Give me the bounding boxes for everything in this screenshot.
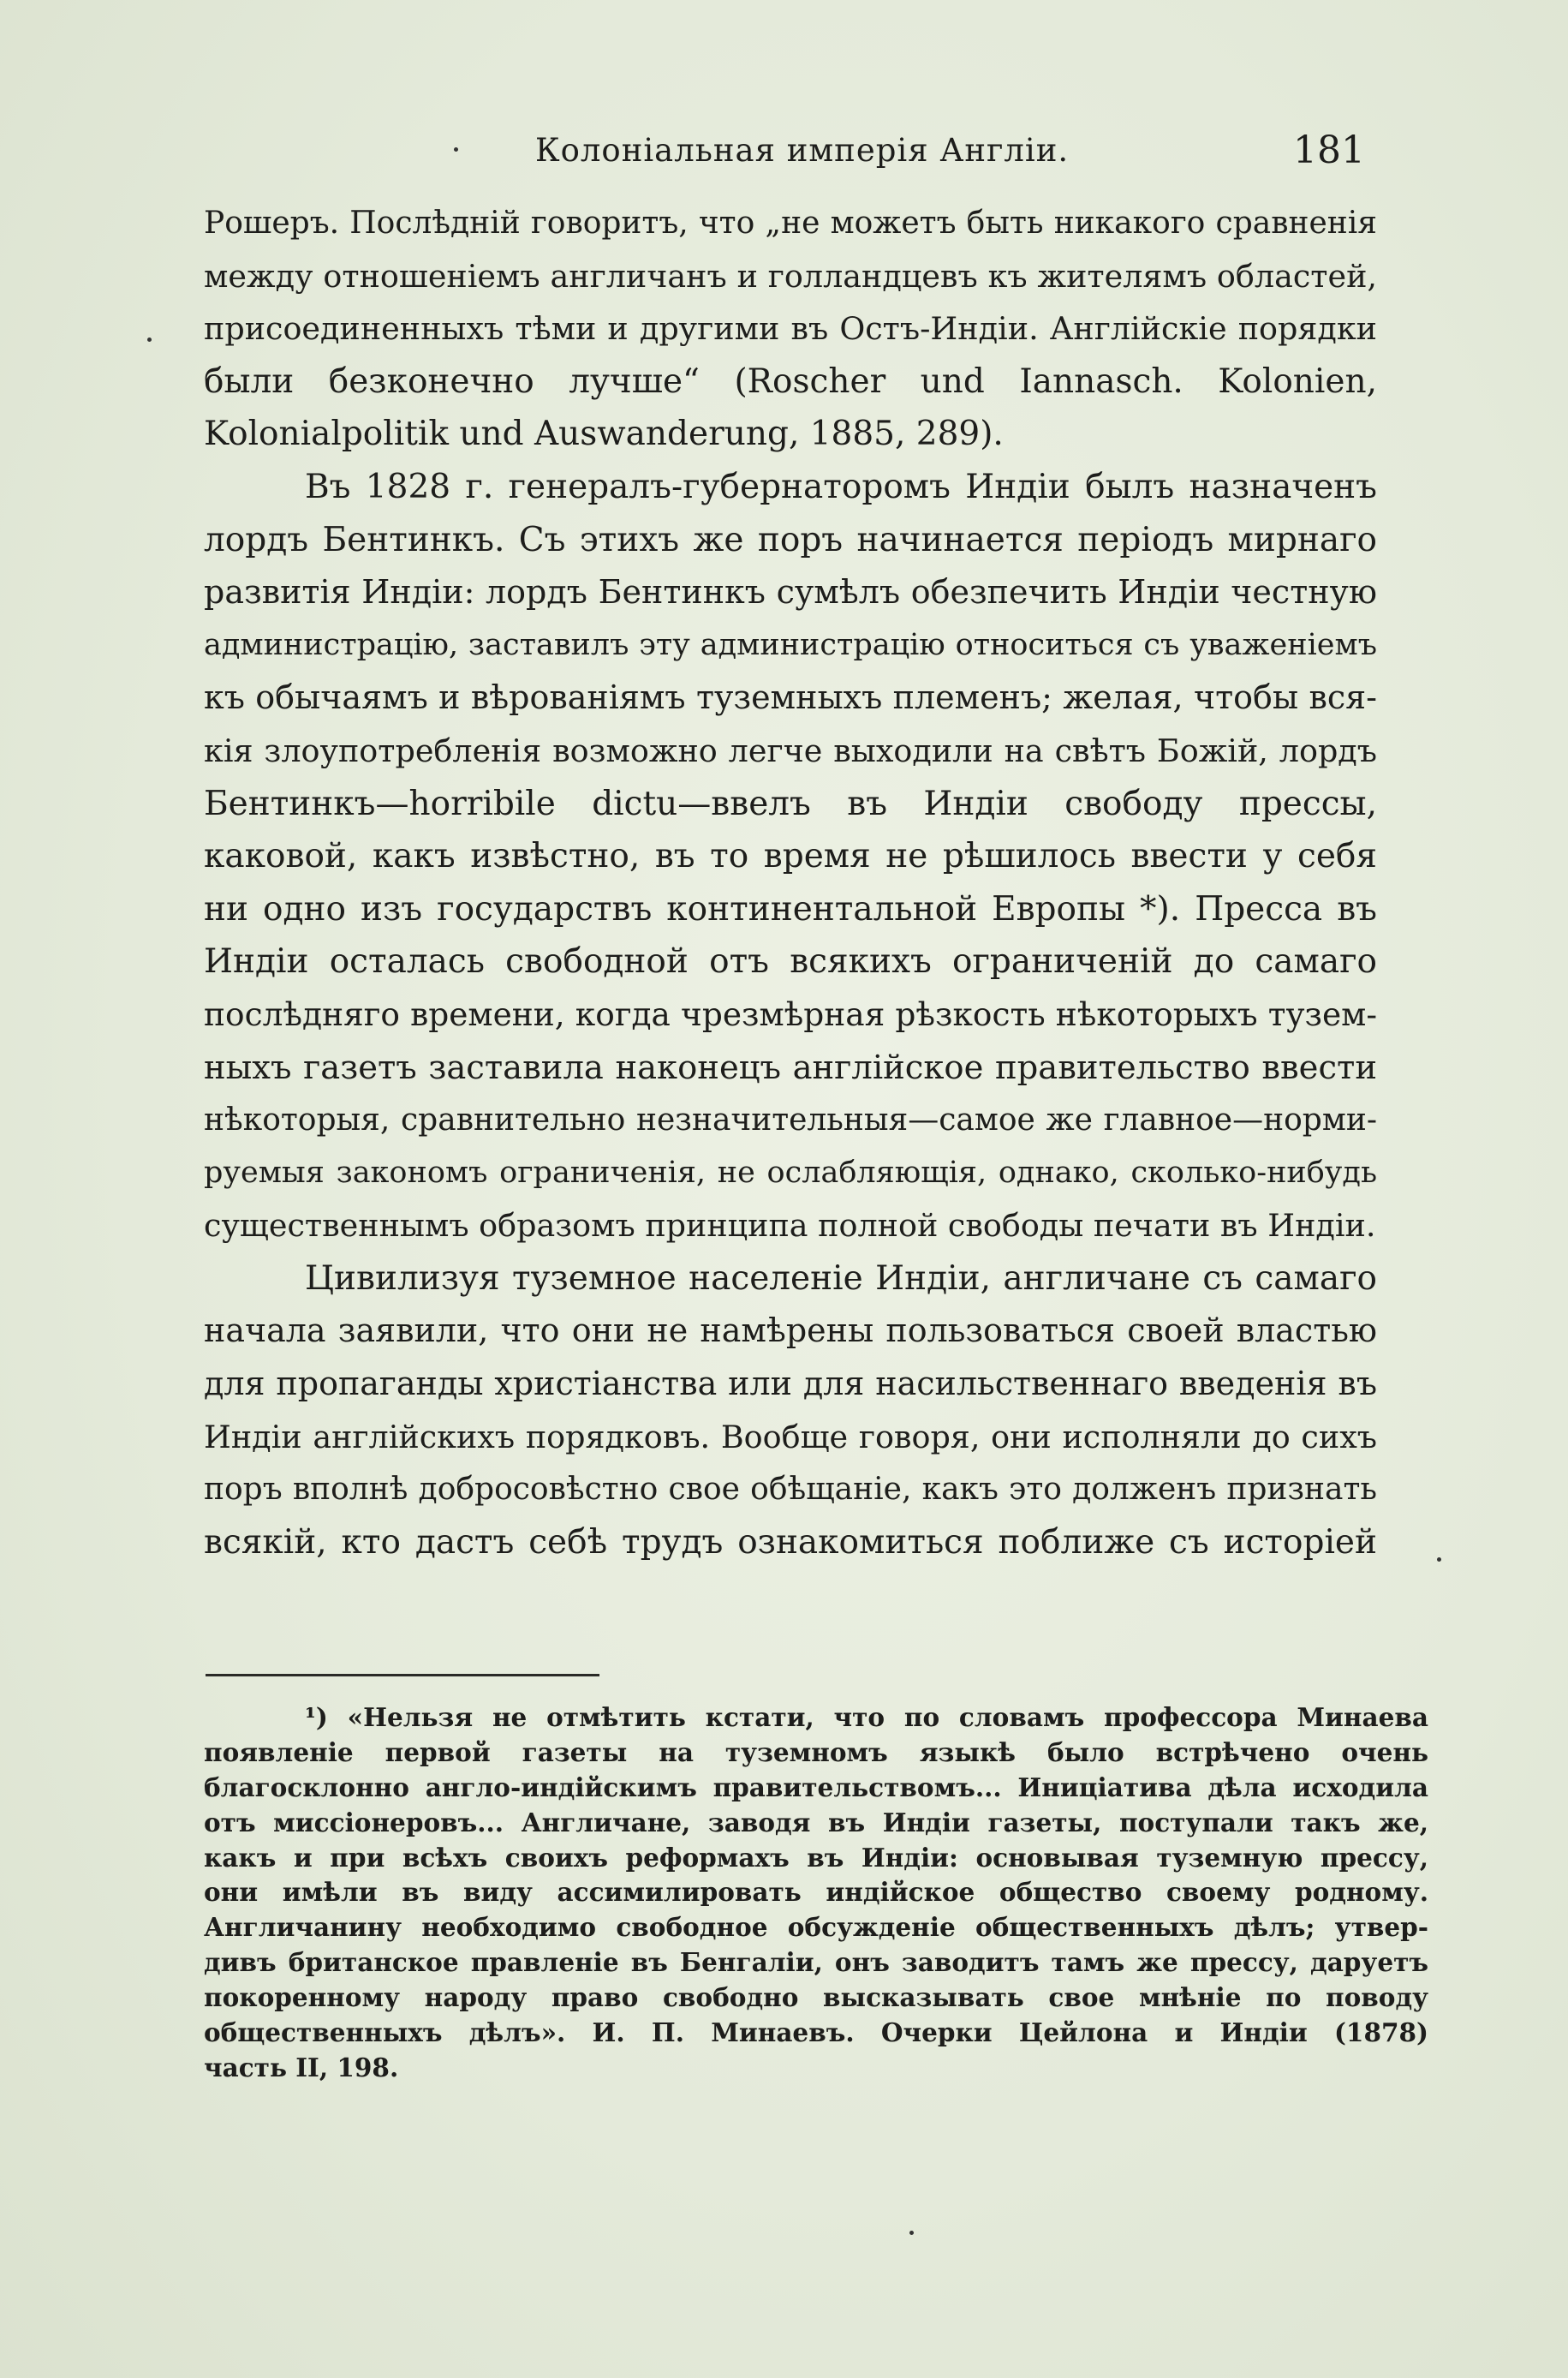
footnote-line: покоренному народу право свободно высказывать свое мнѣніе по поводу [204, 1982, 1428, 2013]
text-line: присоединенныхъ тѣми и другими въ Остъ-Индіи. Англійскіе порядки [204, 310, 1377, 348]
print-speck [1437, 1557, 1441, 1562]
text-line: Индіи осталась свободной отъ всякихъ ограниченій до самаго [204, 942, 1377, 982]
text-line: были безконечно лучше“ (Roscher und Iannasch. Kolonien, [204, 361, 1377, 401]
footnote-line: благосклонно англо-индійскимъ правительствомъ... Иниціатива дѣла исходила [204, 1772, 1428, 1802]
text-line: ныхъ газетъ заставила наконецъ англійское правительство ввести [204, 1048, 1377, 1087]
text-line: Kolonialpolitik und Auswanderung, 1885, 289). [204, 415, 1004, 454]
page-number: 181 [1293, 128, 1365, 172]
text-line: къ обычаямъ и вѣрованіямъ туземныхъ племенъ; желая, чтобы вся- [204, 678, 1377, 717]
footnote-line: они имѣли въ виду ассимилировать индійское общество своему родному. [204, 1877, 1428, 1908]
print-speck [909, 2231, 914, 2235]
text-line: Рошеръ. Послѣдній говоритъ, что „не можетъ быть никакого сравненія [204, 206, 1377, 241]
text-line: администрацію, заставилъ эту администрацію относиться съ уваженіемъ [204, 627, 1377, 662]
text-line: каковой, какъ извѣстно, въ то время не рѣшилось ввести у себя [204, 837, 1377, 876]
text-line: руемыя закономъ ограниченія, не ослабляющія, однако, сколько-нибудь [204, 1155, 1377, 1190]
footnote-line: какъ и при всѣхъ своихъ реформахъ въ Индіи: основывая туземную прессу, [204, 1842, 1428, 1873]
footnote-line: отъ миссіонеровъ... Англичане, заводя въ Индіи газеты, поступали такъ же, [204, 1807, 1428, 1837]
text-line: существеннымъ образомъ принципа полной свободы печати въ Индіи. [204, 1207, 1376, 1245]
footnote-line: общественныхъ дѣлъ». И. П. Минаевъ. Очерки Цейлона и Индіи (1878) [204, 2017, 1428, 2048]
running-head [0, 128, 1568, 180]
footnote-separator [206, 1674, 599, 1676]
footnote-line: часть II, 198. [204, 2052, 399, 2082]
text-line: всякій, кто дастъ себѣ трудъ ознакомиться поближе съ исторіей [204, 1522, 1377, 1562]
text-line: лордъ Бентинкъ. Съ этихъ же поръ начинается періодъ мирнаго [204, 520, 1377, 559]
footnote-line: появленіе первой газеты на туземномъ языкѣ было встрѣчено очень [204, 1736, 1428, 1767]
text-line: для пропаганды христіанства или для насильственнаго введенія въ [204, 1365, 1377, 1403]
text-line: поръ вполнѣ добросовѣстно свое обѣщаніе, какъ это долженъ признать [204, 1472, 1377, 1508]
footnote-line: ¹) «Нельзя не отмѣтить кстати, что по словамъ профессора Минаева [305, 1702, 1428, 1732]
text-line: Бентинкъ—horribile dictu—ввелъ въ Индіи свободу прессы, [204, 784, 1377, 823]
footnote-line: Англичанину необходимо свободное обсужденіе общественныхъ дѣлъ; утвер- [204, 1912, 1428, 1943]
body-text [204, 197, 1377, 1568]
print-speck [147, 338, 152, 342]
text-line: начала заявили, что они не намѣрены пользоваться своей властью [204, 1311, 1377, 1350]
text-line: развитія Индіи: лордъ Бентинкъ сумѣлъ обезпечить Индіи честную [204, 573, 1377, 612]
paragraph-start-line: Цивилизуя туземное населеніе Индіи, англичане съ самаго [305, 1258, 1377, 1298]
print-speck [454, 147, 458, 152]
paragraph-start-line: Въ 1828 г. генералъ-губернаторомъ Индіи былъ назначенъ [305, 467, 1377, 506]
running-title: Колоніальная имперія Англіи. [535, 132, 1070, 169]
text-line: Индіи англійскихъ порядковъ. Вообще говоря, они исполняли до сихъ [204, 1418, 1377, 1455]
footnote-line: дивъ британское правленіе въ Бенгаліи, онъ заводитъ тамъ же прессу, даруетъ [204, 1947, 1428, 1978]
text-line: ни одно изъ государствъ континентальной Европы *). Пресса въ [204, 889, 1377, 929]
text-line: послѣдняго времени, когда чрезмѣрная рѣзкость нѣкоторыхъ тузем- [204, 995, 1377, 1033]
text-line: между отношеніемъ англичанъ и голландцевъ къ жителямъ областей, [204, 257, 1377, 295]
text-line: нѣкоторыя, сравнительно незначительныя—самое же главное—норми- [204, 1102, 1377, 1138]
footnote [204, 1700, 1428, 2086]
text-line: кія злоупотребленія возможно легче выходили на свѣтъ Божій, лордъ [204, 732, 1377, 769]
